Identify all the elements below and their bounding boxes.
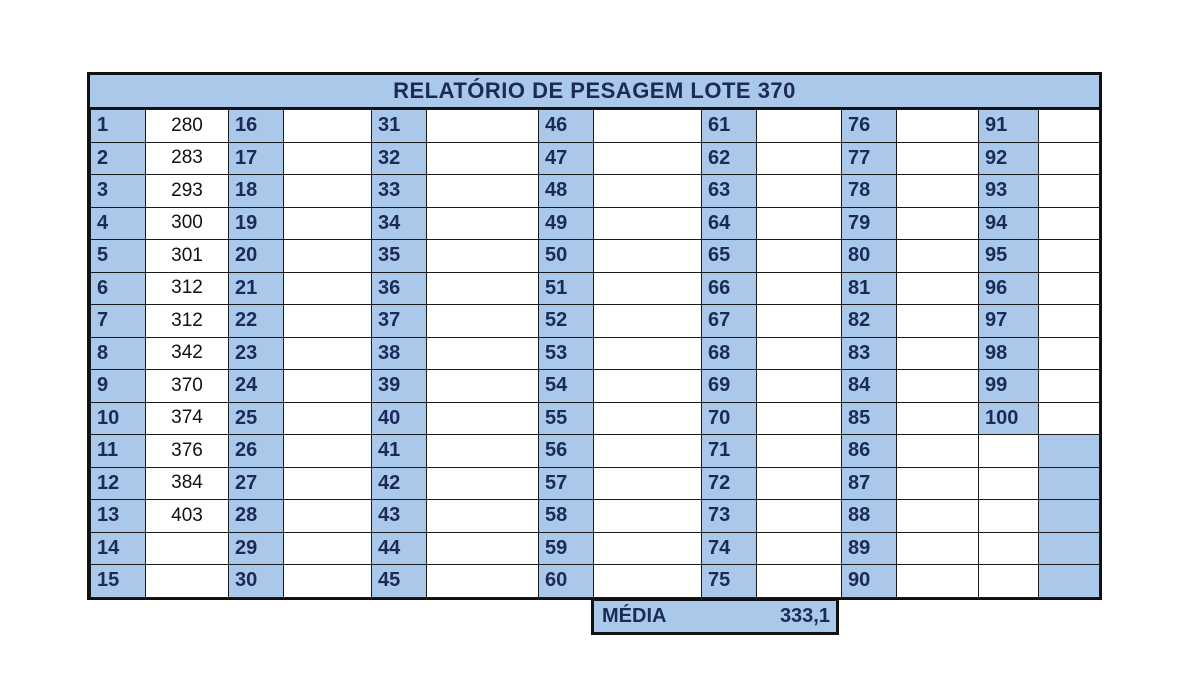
animal-number-cell: 13	[91, 500, 146, 533]
weight-value-cell[interactable]	[427, 500, 539, 533]
table-row	[91, 207, 1100, 240]
weight-value-cell[interactable]	[284, 142, 372, 175]
weight-value-cell[interactable]	[757, 207, 842, 240]
animal-number-cell: 98	[979, 337, 1039, 370]
animal-number-cell: 15	[91, 565, 146, 598]
animal-number-cell: 54	[539, 370, 594, 403]
animal-number-cell: 58	[539, 500, 594, 533]
weight-value-cell[interactable]: 403	[146, 500, 229, 533]
weight-value-cell[interactable]	[897, 370, 979, 403]
weight-value-cell[interactable]	[427, 305, 539, 338]
animal-number-cell: 7	[91, 305, 146, 338]
animal-number-cell: 35	[372, 240, 427, 273]
animal-number-cell: 29	[229, 532, 284, 565]
weight-value-cell[interactable]	[427, 337, 539, 370]
animal-number-cell: 25	[229, 402, 284, 435]
weight-value-cell[interactable]	[594, 435, 702, 468]
weight-value-cell[interactable]	[284, 500, 372, 533]
weight-value-cell[interactable]	[594, 207, 702, 240]
weight-value-cell[interactable]	[284, 110, 372, 143]
animal-number-cell: 18	[229, 175, 284, 208]
animal-number-cell: 17	[229, 142, 284, 175]
weight-value-cell[interactable]	[427, 110, 539, 143]
animal-number-cell: 68	[702, 337, 757, 370]
weight-value-cell[interactable]: 374	[146, 402, 229, 435]
weight-value-cell[interactable]	[427, 435, 539, 468]
animal-number-cell: 70	[702, 402, 757, 435]
weight-value-cell[interactable]	[897, 110, 979, 143]
weight-value-cell[interactable]	[1039, 175, 1100, 208]
animal-number-cell: 11	[91, 435, 146, 468]
animal-number-cell: 66	[702, 272, 757, 305]
animal-number-cell: 100	[979, 402, 1039, 435]
weight-value-cell[interactable]: 300	[146, 207, 229, 240]
weight-value-cell[interactable]	[1039, 305, 1100, 338]
weight-value-cell[interactable]	[757, 240, 842, 273]
weight-value-cell[interactable]	[1039, 532, 1100, 565]
animal-number-cell: 87	[842, 467, 897, 500]
weight-value-cell[interactable]	[1039, 370, 1100, 403]
animal-number-cell: 39	[372, 370, 427, 403]
animal-number-cell: 6	[91, 272, 146, 305]
animal-number-cell: 71	[702, 435, 757, 468]
animal-number-cell: 69	[702, 370, 757, 403]
animal-number-cell: 22	[229, 305, 284, 338]
animal-number-cell: 8	[91, 337, 146, 370]
average-box	[591, 598, 839, 635]
weight-value-cell[interactable]	[757, 175, 842, 208]
weight-value-cell[interactable]	[757, 142, 842, 175]
animal-number-cell: 96	[979, 272, 1039, 305]
animal-number-cell: 41	[372, 435, 427, 468]
weight-value-cell[interactable]: 370	[146, 370, 229, 403]
weight-value-cell[interactable]: 301	[146, 240, 229, 273]
weight-value-cell[interactable]	[757, 272, 842, 305]
weight-value-cell[interactable]	[757, 110, 842, 143]
table-row	[91, 175, 1100, 208]
weight-value-cell[interactable]	[757, 435, 842, 468]
weight-value-cell[interactable]	[897, 142, 979, 175]
animal-number-cell: 53	[539, 337, 594, 370]
weight-value-cell[interactable]	[427, 142, 539, 175]
animal-number-cell: 50	[539, 240, 594, 273]
animal-number-cell: 3	[91, 175, 146, 208]
animal-number-cell: 55	[539, 402, 594, 435]
weight-value-cell[interactable]	[897, 532, 979, 565]
weight-value-cell[interactable]	[1039, 402, 1100, 435]
table-row	[91, 467, 1100, 500]
animal-number-cell: 61	[702, 110, 757, 143]
animal-number-cell: 37	[372, 305, 427, 338]
weight-value-cell[interactable]	[897, 272, 979, 305]
animal-number-cell: 92	[979, 142, 1039, 175]
animal-number-cell: 74	[702, 532, 757, 565]
table-row	[91, 240, 1100, 273]
animal-number-cell: 93	[979, 175, 1039, 208]
weight-value-cell[interactable]	[1039, 142, 1100, 175]
weight-value-cell[interactable]	[594, 565, 702, 598]
animal-number-cell: 57	[539, 467, 594, 500]
table-row	[91, 305, 1100, 338]
animal-number-cell: 34	[372, 207, 427, 240]
animal-number-cell: 73	[702, 500, 757, 533]
weight-value-cell[interactable]	[146, 532, 229, 565]
animal-number-cell: 12	[91, 467, 146, 500]
weight-value-cell[interactable]	[284, 532, 372, 565]
animal-number-cell: 20	[229, 240, 284, 273]
animal-number-cell: 99	[979, 370, 1039, 403]
weight-value-cell[interactable]	[1039, 240, 1100, 273]
animal-number-cell: 21	[229, 272, 284, 305]
weight-value-cell[interactable]	[284, 207, 372, 240]
animal-number-cell: 82	[842, 305, 897, 338]
weight-value-cell[interactable]	[427, 370, 539, 403]
weight-grid	[90, 109, 1100, 598]
weight-value-cell[interactable]	[427, 175, 539, 208]
animal-number-cell: 79	[842, 207, 897, 240]
animal-number-cell: 97	[979, 305, 1039, 338]
animal-number-cell: 23	[229, 337, 284, 370]
weight-value-cell[interactable]	[594, 240, 702, 273]
animal-number-cell: 77	[842, 142, 897, 175]
table-row	[91, 142, 1100, 175]
weight-value-cell[interactable]	[757, 402, 842, 435]
animal-number-cell	[979, 435, 1039, 468]
weight-value-cell[interactable]: 384	[146, 467, 229, 500]
weight-value-cell[interactable]: 293	[146, 175, 229, 208]
animal-number-cell: 67	[702, 305, 757, 338]
animal-number-cell: 86	[842, 435, 897, 468]
table-row	[91, 110, 1100, 143]
weighing-report-table	[87, 72, 1102, 600]
animal-number-cell: 24	[229, 370, 284, 403]
weight-value-cell[interactable]	[1039, 467, 1100, 500]
weight-value-cell[interactable]	[594, 370, 702, 403]
weight-value-cell[interactable]	[757, 532, 842, 565]
animal-number-cell: 52	[539, 305, 594, 338]
weight-value-cell[interactable]	[284, 272, 372, 305]
weight-value-cell[interactable]	[427, 272, 539, 305]
animal-number-cell	[979, 532, 1039, 565]
weight-value-cell[interactable]	[757, 337, 842, 370]
animal-number-cell: 2	[91, 142, 146, 175]
weight-value-cell[interactable]	[594, 532, 702, 565]
animal-number-cell: 85	[842, 402, 897, 435]
animal-number-cell: 48	[539, 175, 594, 208]
weight-value-cell[interactable]	[594, 305, 702, 338]
animal-number-cell	[979, 467, 1039, 500]
weight-value-cell[interactable]	[1039, 272, 1100, 305]
weight-value-cell[interactable]	[897, 175, 979, 208]
weight-value-cell[interactable]	[897, 402, 979, 435]
animal-number-cell: 42	[372, 467, 427, 500]
animal-number-cell: 63	[702, 175, 757, 208]
animal-number-cell: 47	[539, 142, 594, 175]
animal-number-cell: 10	[91, 402, 146, 435]
weight-value-cell[interactable]	[146, 565, 229, 598]
animal-number-cell: 31	[372, 110, 427, 143]
weight-value-cell[interactable]: 342	[146, 337, 229, 370]
weight-value-cell[interactable]	[594, 142, 702, 175]
weight-value-cell[interactable]	[427, 207, 539, 240]
animal-number-cell: 4	[91, 207, 146, 240]
weight-value-cell[interactable]	[757, 305, 842, 338]
animal-number-cell: 5	[91, 240, 146, 273]
weight-value-cell[interactable]	[897, 337, 979, 370]
weight-value-cell[interactable]	[1039, 500, 1100, 533]
weight-value-cell[interactable]	[594, 467, 702, 500]
animal-number-cell: 81	[842, 272, 897, 305]
table-row	[91, 370, 1100, 403]
animal-number-cell: 51	[539, 272, 594, 305]
table-row	[91, 532, 1100, 565]
weight-value-cell[interactable]	[427, 532, 539, 565]
animal-number-cell: 9	[91, 370, 146, 403]
weight-value-cell[interactable]	[1039, 207, 1100, 240]
weight-value-cell[interactable]	[1039, 565, 1100, 598]
animal-number-cell: 72	[702, 467, 757, 500]
animal-number-cell: 83	[842, 337, 897, 370]
animal-number-cell	[979, 565, 1039, 598]
animal-number-cell: 89	[842, 532, 897, 565]
weight-value-cell[interactable]	[897, 240, 979, 273]
weight-value-cell[interactable]	[284, 305, 372, 338]
weight-value-cell[interactable]	[284, 175, 372, 208]
weight-value-cell[interactable]	[757, 565, 842, 598]
weight-value-cell[interactable]	[594, 175, 702, 208]
average-label: MÉDIA	[602, 605, 667, 627]
weight-value-cell[interactable]	[897, 500, 979, 533]
weight-value-cell[interactable]	[284, 402, 372, 435]
animal-number-cell: 43	[372, 500, 427, 533]
animal-number-cell: 49	[539, 207, 594, 240]
report-title: RELATÓRIO DE PESAGEM LOTE 370	[90, 75, 1099, 109]
weight-value-cell[interactable]	[897, 305, 979, 338]
weight-value-cell[interactable]	[1039, 337, 1100, 370]
table-row	[91, 565, 1100, 598]
animal-number-cell: 46	[539, 110, 594, 143]
weight-value-cell[interactable]	[897, 467, 979, 500]
animal-number-cell: 91	[979, 110, 1039, 143]
weight-value-cell[interactable]	[284, 565, 372, 598]
animal-number-cell: 27	[229, 467, 284, 500]
table-row	[91, 500, 1100, 533]
weight-value-cell[interactable]	[427, 240, 539, 273]
animal-number-cell: 78	[842, 175, 897, 208]
weight-value-cell[interactable]	[427, 467, 539, 500]
weight-value-cell[interactable]	[594, 402, 702, 435]
animal-number-cell: 56	[539, 435, 594, 468]
weight-value-cell[interactable]	[284, 240, 372, 273]
animal-number-cell: 95	[979, 240, 1039, 273]
weight-value-cell[interactable]	[594, 337, 702, 370]
animal-number-cell: 62	[702, 142, 757, 175]
animal-number-cell: 44	[372, 532, 427, 565]
weight-value-cell[interactable]	[897, 565, 979, 598]
weight-value-cell[interactable]: 283	[146, 142, 229, 175]
weight-value-cell[interactable]	[594, 500, 702, 533]
weight-value-cell[interactable]	[757, 467, 842, 500]
animal-number-cell: 80	[842, 240, 897, 273]
weight-value-cell[interactable]	[427, 402, 539, 435]
weight-value-cell[interactable]: 312	[146, 272, 229, 305]
weight-value-cell[interactable]	[757, 500, 842, 533]
animal-number-cell: 30	[229, 565, 284, 598]
table-row	[91, 402, 1100, 435]
animal-number-cell: 45	[372, 565, 427, 598]
animal-number-cell: 65	[702, 240, 757, 273]
weight-value-cell[interactable]	[897, 435, 979, 468]
animal-number-cell: 75	[702, 565, 757, 598]
table-row	[91, 337, 1100, 370]
animal-number-cell: 14	[91, 532, 146, 565]
table-row	[91, 272, 1100, 305]
animal-number-cell: 84	[842, 370, 897, 403]
weight-value-cell[interactable]	[284, 370, 372, 403]
weight-value-cell[interactable]	[284, 337, 372, 370]
weight-value-cell[interactable]: 280	[146, 110, 229, 143]
animal-number-cell: 19	[229, 207, 284, 240]
table-row	[91, 435, 1100, 468]
weight-value-cell[interactable]	[1039, 435, 1100, 468]
animal-number-cell: 26	[229, 435, 284, 468]
animal-number-cell: 59	[539, 532, 594, 565]
weight-value-cell[interactable]	[897, 207, 979, 240]
animal-number-cell: 1	[91, 110, 146, 143]
animal-number-cell: 36	[372, 272, 427, 305]
animal-number-cell: 94	[979, 207, 1039, 240]
animal-number-cell: 64	[702, 207, 757, 240]
weight-value-cell[interactable]	[757, 370, 842, 403]
weight-value-cell[interactable]: 312	[146, 305, 229, 338]
average-value: 333,1	[779, 605, 830, 627]
animal-number-cell: 38	[372, 337, 427, 370]
animal-number-cell: 90	[842, 565, 897, 598]
weight-value-cell[interactable]	[594, 110, 702, 143]
animal-number-cell: 33	[372, 175, 427, 208]
weight-value-cell[interactable]	[284, 435, 372, 468]
animal-number-cell: 32	[372, 142, 427, 175]
weight-value-cell[interactable]	[284, 467, 372, 500]
weight-value-cell[interactable]	[1039, 110, 1100, 143]
animal-number-cell: 28	[229, 500, 284, 533]
animal-number-cell	[979, 500, 1039, 533]
weight-value-cell[interactable]	[594, 272, 702, 305]
weight-value-cell[interactable]	[427, 565, 539, 598]
weight-value-cell[interactable]: 376	[146, 435, 229, 468]
animal-number-cell: 16	[229, 110, 284, 143]
animal-number-cell: 40	[372, 402, 427, 435]
animal-number-cell: 60	[539, 565, 594, 598]
animal-number-cell: 76	[842, 110, 897, 143]
animal-number-cell: 88	[842, 500, 897, 533]
